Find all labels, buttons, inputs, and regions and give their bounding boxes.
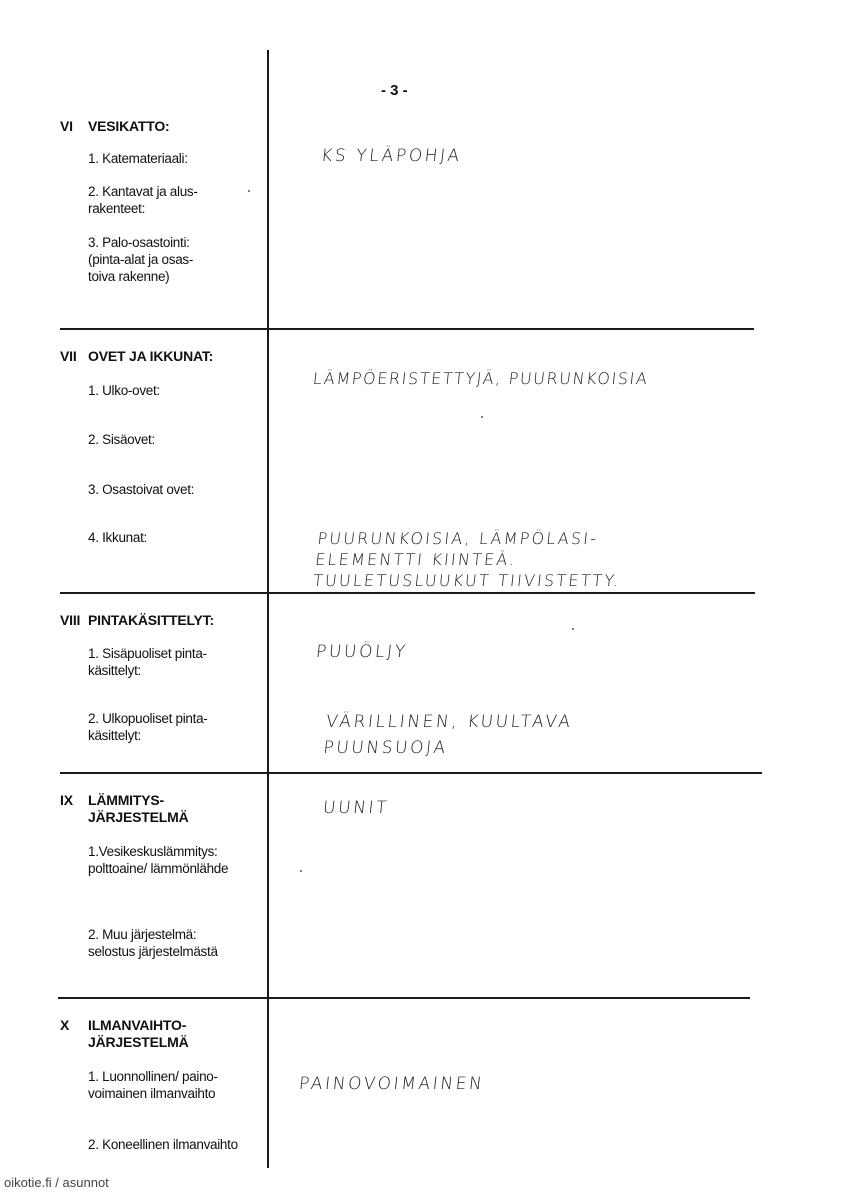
field-label: 1. Katemateriaali: [88,151,188,166]
field-label: 1. Sisäpuoliset pinta- käsittelyt: [88,646,207,678]
field-label: 1. Ulko-ovet: [88,383,160,398]
field-label: 2. Muu järjestelmä: selostus järjestelmästä [88,927,218,959]
field-label: 2. Kantavat ja alus- rakenteet: [88,184,198,216]
field-label: 1. Luonnollinen/ paino- voimainen ilmanvaihto [88,1069,218,1101]
page-number: - 3 - [381,82,408,99]
section-title: VESIKATTO: [88,118,170,134]
scan-speck [481,416,483,418]
section-title: LÄMMITYS- JÄRJESTELMÄ [88,792,189,825]
handwritten-answer: KS YLÄPOHJA [320,146,463,166]
section-title: ILMANVAIHTO- JÄRJESTELMÄ [88,1017,189,1050]
watermark: oikotie.fi / asunnot [4,1175,109,1190]
scan-speck [248,190,250,192]
field-label: 3. Osastoivat ovet: [88,482,195,497]
field-label: 2. Ulkopuoliset pinta- käsittelyt: [88,711,208,743]
field-label: 4. Ikkunat: [88,530,147,545]
handwritten-answer: VÄRILLINEN, KUULTAVA PUUNSUOJA [322,712,574,758]
handwritten-answer: PUUÖLJY [315,642,409,662]
handwritten-answer: UUNIT [322,798,391,818]
section-number: VIII [60,612,81,628]
field-label: 2. Koneellinen ilmanvaihto [88,1137,238,1152]
column-divider [267,50,269,1168]
handwritten-answer: LÄMPÖERISTETTYJÄ, PUURUNKOISIA [312,369,650,388]
section-number: X [60,1017,70,1033]
section-divider [60,328,754,330]
handwritten-answer: PAINOVOIMAINEN [298,1074,486,1094]
section-divider [60,592,755,594]
section-title: PINTAKÄSITTELYT: [88,612,214,628]
section-number: IX [60,792,73,808]
field-label: 1.Vesikeskuslämmitys: polttoaine/ lämmönlähde [88,844,229,876]
scan-speck [572,628,574,630]
scan-speck [300,870,302,872]
field-label: 2. Sisäovet: [88,432,155,447]
field-label: 3. Palo-osastointi: (pinta-alat ja osas- toiva rakenne) [88,235,194,284]
section-divider [60,772,762,774]
section-divider [58,997,750,999]
section-number: VI [60,118,73,134]
section-number: VII [60,348,77,364]
handwritten-answer: PUURUNKOISIA, LÄMPÖLASI- ELEMENTTI KIINTEÄ. TUULETUSLUUKUT TIIVISTETTY. [312,529,622,590]
section-title: OVET JA IKKUNAT: [88,348,214,364]
